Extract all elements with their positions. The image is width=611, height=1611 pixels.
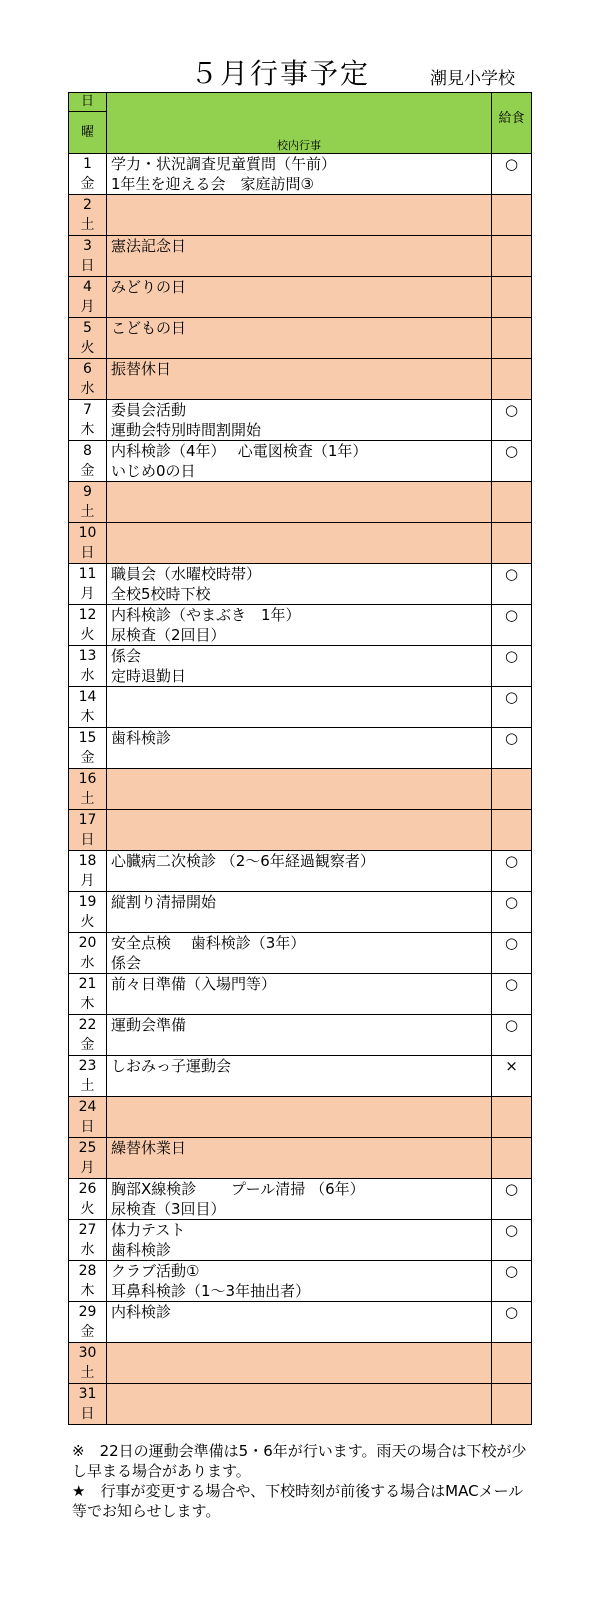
event-line-1: クラブ活動① [111, 1262, 200, 1280]
event-line-1: みどりの日 [111, 278, 187, 296]
weekday: 火 [80, 1201, 95, 1217]
day-number: 14 [78, 689, 97, 705]
weekday: 金 [80, 463, 95, 479]
day-cell [69, 1138, 107, 1179]
event-line-1: しおみっ子運動会 [111, 1057, 232, 1075]
table-row [69, 523, 532, 564]
day-cell [69, 195, 107, 236]
day-number: 1 [83, 156, 92, 172]
events-cell [107, 605, 492, 646]
events-cell [107, 236, 492, 277]
lunch-cell: ○ [492, 728, 532, 769]
event-line-2: 全校5校時下校 [111, 585, 211, 603]
day-cell [69, 1384, 107, 1425]
day-cell [69, 1015, 107, 1056]
event-line-1: 歯科検診 [111, 729, 172, 747]
note-changes: ★ 行事が変更する場合や、下校時刻が前後する場合はMACメール等でお知らせします。 [72, 1482, 524, 1520]
events-cell [107, 277, 492, 318]
lunch-cell [492, 1384, 532, 1425]
events-cell [107, 1261, 492, 1302]
event-line-2: 定時退勤日 [111, 667, 187, 685]
events-cell [107, 1015, 492, 1056]
table-row [69, 1056, 532, 1097]
day-number: 2 [83, 197, 92, 213]
event-line-2: 尿検査（2回目） [111, 626, 226, 644]
day-cell [69, 933, 107, 974]
day-cell [69, 359, 107, 400]
schedule-table [68, 92, 532, 1425]
events-cell [107, 523, 492, 564]
events-cell [107, 1220, 492, 1261]
lunch-cell: ○ [492, 605, 532, 646]
lunch-cell: ○ [492, 441, 532, 482]
table-row [69, 1138, 532, 1179]
lunch-cell [492, 359, 532, 400]
lunch-cell [492, 236, 532, 277]
table-row [69, 564, 532, 605]
table-row [69, 1220, 532, 1261]
lunch-cell: ○ [492, 687, 532, 728]
day-cell [69, 1056, 107, 1097]
events-cell [107, 359, 492, 400]
table-row [69, 441, 532, 482]
event-line-2: 歯科検診 [111, 1241, 172, 1259]
events-cell [107, 1179, 492, 1220]
events-cell [107, 482, 492, 523]
table-row [69, 318, 532, 359]
events-cell [107, 1302, 492, 1343]
lunch-cell: ○ [492, 974, 532, 1015]
day-number: 9 [83, 484, 92, 500]
event-line-2: 運動会特別時間割開始 [111, 421, 262, 439]
weekday: 水 [80, 381, 95, 397]
day-number: 25 [78, 1140, 97, 1156]
day-cell [69, 523, 107, 564]
day-cell [69, 400, 107, 441]
events-cell [107, 810, 492, 851]
event-line-1: 前々日準備（入場門等） [111, 975, 277, 993]
day-cell [69, 728, 107, 769]
table-row [69, 1261, 532, 1302]
lunch-cell: × [492, 1056, 532, 1097]
event-line-1: 委員会活動 [111, 401, 187, 419]
lunch-cell [492, 318, 532, 359]
table-row [69, 892, 532, 933]
lunch-cell: ○ [492, 400, 532, 441]
weekday: 月 [80, 873, 95, 889]
weekday: 水 [80, 1242, 95, 1258]
table-row [69, 1302, 532, 1343]
table-row [69, 1015, 532, 1056]
event-line-1: 内科検診（4年） 心電図検査（1年） [111, 442, 368, 460]
table-row [69, 482, 532, 523]
day-number: 18 [78, 853, 97, 869]
weekday: 火 [80, 340, 95, 356]
day-cell [69, 1302, 107, 1343]
weekday: 土 [80, 791, 95, 807]
event-line-1: 内科検診（やまぶき 1年） [111, 606, 301, 624]
table-row [69, 359, 532, 400]
lunch-cell [492, 1097, 532, 1138]
table-row [69, 154, 532, 195]
day-cell [69, 1097, 107, 1138]
events-cell [107, 441, 492, 482]
events-cell [107, 318, 492, 359]
weekday: 水 [80, 668, 95, 684]
day-number: 5 [83, 320, 92, 336]
header-day-cell [69, 93, 107, 154]
day-number: 26 [78, 1181, 97, 1197]
table-row [69, 810, 532, 851]
lunch-cell: ○ [492, 892, 532, 933]
day-number: 12 [78, 607, 97, 623]
day-cell [69, 1179, 107, 1220]
event-line-1: 胸部X線検診 プール清掃 （6年） [111, 1180, 365, 1198]
day-number: 28 [78, 1263, 97, 1279]
table-row [69, 974, 532, 1015]
table-row [69, 933, 532, 974]
day-cell [69, 646, 107, 687]
day-number: 7 [83, 402, 92, 418]
table-row [69, 1343, 532, 1384]
day-number: 19 [78, 894, 97, 910]
day-cell [69, 687, 107, 728]
event-line-1: 係会 [111, 647, 142, 665]
weekday: 木 [80, 1283, 95, 1299]
day-number: 20 [78, 935, 97, 951]
day-number: 11 [78, 566, 97, 582]
day-cell [69, 1261, 107, 1302]
lunch-cell: ○ [492, 1302, 532, 1343]
events-cell [107, 933, 492, 974]
lunch-cell [492, 195, 532, 236]
table-row [69, 277, 532, 318]
event-line-1: 心臓病二次検診 （2～6年経過観察者） [111, 852, 375, 870]
day-cell [69, 769, 107, 810]
table-row [69, 851, 532, 892]
event-line-1: 縦割り清掃開始 [111, 893, 217, 911]
lunch-cell: ○ [492, 1015, 532, 1056]
event-line-1: 学力・状況調査児童質問（午前） [111, 155, 337, 173]
notes [72, 1441, 532, 1521]
lunch-cell [492, 277, 532, 318]
table-row [69, 1179, 532, 1220]
day-number: 29 [78, 1304, 97, 1320]
day-number: 15 [78, 730, 97, 746]
lunch-cell: ○ [492, 564, 532, 605]
day-cell [69, 1220, 107, 1261]
events-cell [107, 687, 492, 728]
day-cell [69, 605, 107, 646]
events-cell [107, 769, 492, 810]
events-cell [107, 1056, 492, 1097]
events-cell [107, 564, 492, 605]
weekday: 日 [80, 545, 95, 561]
day-number: 21 [78, 976, 97, 992]
events-cell [107, 400, 492, 441]
day-number: 6 [83, 361, 92, 377]
day-number: 16 [78, 771, 97, 787]
table-header-row [69, 93, 532, 154]
events-cell [107, 728, 492, 769]
events-cell [107, 154, 492, 195]
lunch-cell: ○ [492, 933, 532, 974]
weekday: 土 [80, 1078, 95, 1094]
event-line-1: 職員会（水曜校時帯） [111, 565, 262, 583]
event-line-2: 尿検査（3回目） [111, 1200, 226, 1218]
day-cell [69, 236, 107, 277]
lunch-cell: ○ [492, 1261, 532, 1302]
day-cell [69, 318, 107, 359]
day-number: 4 [83, 279, 92, 295]
day-number: 10 [78, 525, 97, 541]
weekday: 日 [80, 832, 95, 848]
day-number: 24 [78, 1099, 97, 1115]
day-number: 30 [78, 1345, 97, 1361]
day-cell [69, 154, 107, 195]
table-row [69, 769, 532, 810]
day-cell [69, 892, 107, 933]
weekday: 土 [80, 1365, 95, 1381]
event-line-1: 安全点検 歯科検診（3年） [111, 934, 306, 952]
weekday: 金 [80, 1037, 95, 1053]
event-line-1: 憲法記念日 [111, 237, 187, 255]
lunch-cell [492, 769, 532, 810]
weekday: 日 [80, 258, 95, 274]
table-row [69, 646, 532, 687]
lunch-cell: ○ [492, 851, 532, 892]
day-cell [69, 974, 107, 1015]
event-line-2: 1年生を迎える会 家庭訪問③ [111, 175, 314, 193]
table-row [69, 195, 532, 236]
lunch-cell [492, 523, 532, 564]
events-cell [107, 1138, 492, 1179]
day-cell [69, 810, 107, 851]
weekday: 木 [80, 996, 95, 1012]
weekday: 月 [80, 1160, 95, 1176]
weekday: 月 [80, 299, 95, 315]
weekday: 日 [80, 1406, 95, 1422]
weekday: 火 [80, 627, 95, 643]
events-cell [107, 892, 492, 933]
event-line-1: 振替休日 [111, 360, 172, 378]
table-row [69, 605, 532, 646]
day-cell [69, 851, 107, 892]
day-cell [69, 1343, 107, 1384]
weekday: 木 [80, 709, 95, 725]
events-cell [107, 195, 492, 236]
event-line-2: いじめ0の日 [111, 462, 196, 480]
weekday: 土 [80, 504, 95, 520]
events-cell [107, 851, 492, 892]
weekday: 水 [80, 955, 95, 971]
weekday: 木 [80, 422, 95, 438]
page-title: ５月行事予定 [190, 57, 371, 90]
lunch-cell: ○ [492, 154, 532, 195]
table-row [69, 687, 532, 728]
day-number: 23 [78, 1058, 97, 1074]
lunch-cell [492, 1343, 532, 1384]
table-row [69, 236, 532, 277]
weekday: 金 [80, 750, 95, 766]
events-cell [107, 974, 492, 1015]
school-name: 潮見小学校 [430, 69, 515, 89]
event-line-1: 体力テスト [111, 1221, 186, 1239]
event-line-1: こどもの日 [111, 319, 187, 337]
weekday: 火 [80, 914, 95, 930]
header-lunch-label: 給食 [492, 93, 532, 154]
weekday: 金 [80, 176, 95, 192]
day-cell [69, 564, 107, 605]
lunch-cell: ○ [492, 1179, 532, 1220]
weekday: 月 [80, 586, 95, 602]
events-cell [107, 646, 492, 687]
day-cell [69, 277, 107, 318]
events-cell [107, 1097, 492, 1138]
lunch-cell [492, 810, 532, 851]
weekday: 日 [80, 1119, 95, 1135]
table-row [69, 400, 532, 441]
header-events-label: 校内行事 [107, 93, 492, 154]
header-weekday-label: 曜 [80, 125, 94, 140]
lunch-cell: ○ [492, 1220, 532, 1261]
day-number: 31 [78, 1386, 97, 1402]
day-cell [69, 482, 107, 523]
day-cell [69, 441, 107, 482]
weekday: 金 [80, 1324, 95, 1340]
table-row [69, 728, 532, 769]
event-line-1: 運動会準備 [111, 1016, 187, 1034]
event-line-2: 係会 [111, 954, 142, 972]
day-number: 13 [78, 648, 97, 664]
table-row [69, 1097, 532, 1138]
lunch-cell [492, 1138, 532, 1179]
events-cell [107, 1343, 492, 1384]
lunch-cell [492, 482, 532, 523]
event-line-2: 耳鼻科検診（1～3年抽出者） [111, 1282, 311, 1300]
header-day-label: 日 [69, 93, 106, 112]
table-row [69, 1384, 532, 1425]
events-cell [107, 1384, 492, 1425]
weekday: 土 [80, 217, 95, 233]
note-rain: ※ 22日の運動会準備は5・6年が行います。雨天の場合は下校が少し早まる場合があります。 [72, 1442, 527, 1480]
event-line-1: 内科検診 [111, 1303, 172, 1321]
day-number: 17 [78, 812, 97, 828]
day-number: 27 [78, 1222, 97, 1238]
event-line-1: 繰替休業日 [111, 1139, 187, 1157]
lunch-cell: ○ [492, 646, 532, 687]
day-number: 3 [83, 238, 92, 254]
day-number: 22 [78, 1017, 97, 1033]
day-number: 8 [83, 443, 92, 459]
